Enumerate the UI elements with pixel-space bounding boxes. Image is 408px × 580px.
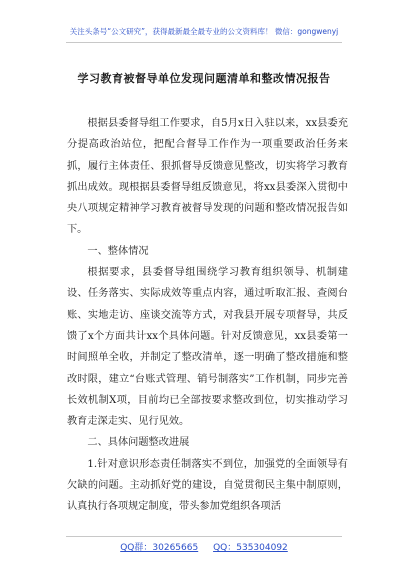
document-body — [67, 113, 348, 518]
header-divider — [66, 42, 342, 43]
section-heading-overview: 一、整体情况 — [87, 245, 149, 257]
section-heading-progress: 二、具体问题整改进展 — [87, 437, 190, 449]
qq-contact-link[interactable]: QQ：535304092 — [213, 543, 288, 553]
header-banner: 关注头条号“公文研究”，获得最新最全最专业的公文资料库！ 微信：gongwenyj — [69, 27, 339, 36]
overview-paragraph: 根据要求，县委督导组围绕学习教育组织领导、机制建设、任务落实、实际成效等重点内容，通过听取汇报、查阅台账、实地走访、座谈交流等方式，对我县开展专项督导，共反馈了x个方面共计xx个具体问题。针对反馈意见，xx县委第一时间照单全收，并制定了整改清单，逐一明确了整改措施和整改时限，建立“台账式管理、销号制落实”工作机制，同步完善长效机制X项，目前均已全部按要求整改到位，切实推动学习教育走深走实、见行见效。 — [67, 267, 348, 428]
intro-paragraph: 根据县委督导组工作要求，自5月x日入驻以来，xx县委充分提高政治站位，把配合督导工作作为一项重要政治任务来抓，履行主体责任、狠抓督导反馈意见整改，切实将学习教育抓出成效。现根据县委督导组反馈意见，将xx县委深入贯彻中央八项规定精神学习教育被督导发现的问题和整改情况报告如下。 — [67, 118, 348, 236]
issue-item-1: 1.针对意识形态责任制落实不到位，加强党的全面领导有欠缺的问题。主动抓好党的建设，自觉贯彻民主集中制原则，认真执行各项规定制度，带头参加党组织各项活 — [67, 458, 348, 513]
footer-divider — [66, 536, 342, 537]
document-title: 学习教育被督导单位发现问题清单和整改情况报告 — [77, 72, 331, 85]
footer — [0, 540, 408, 553]
qq-group-link[interactable]: QQ群：30265665 — [120, 543, 199, 553]
